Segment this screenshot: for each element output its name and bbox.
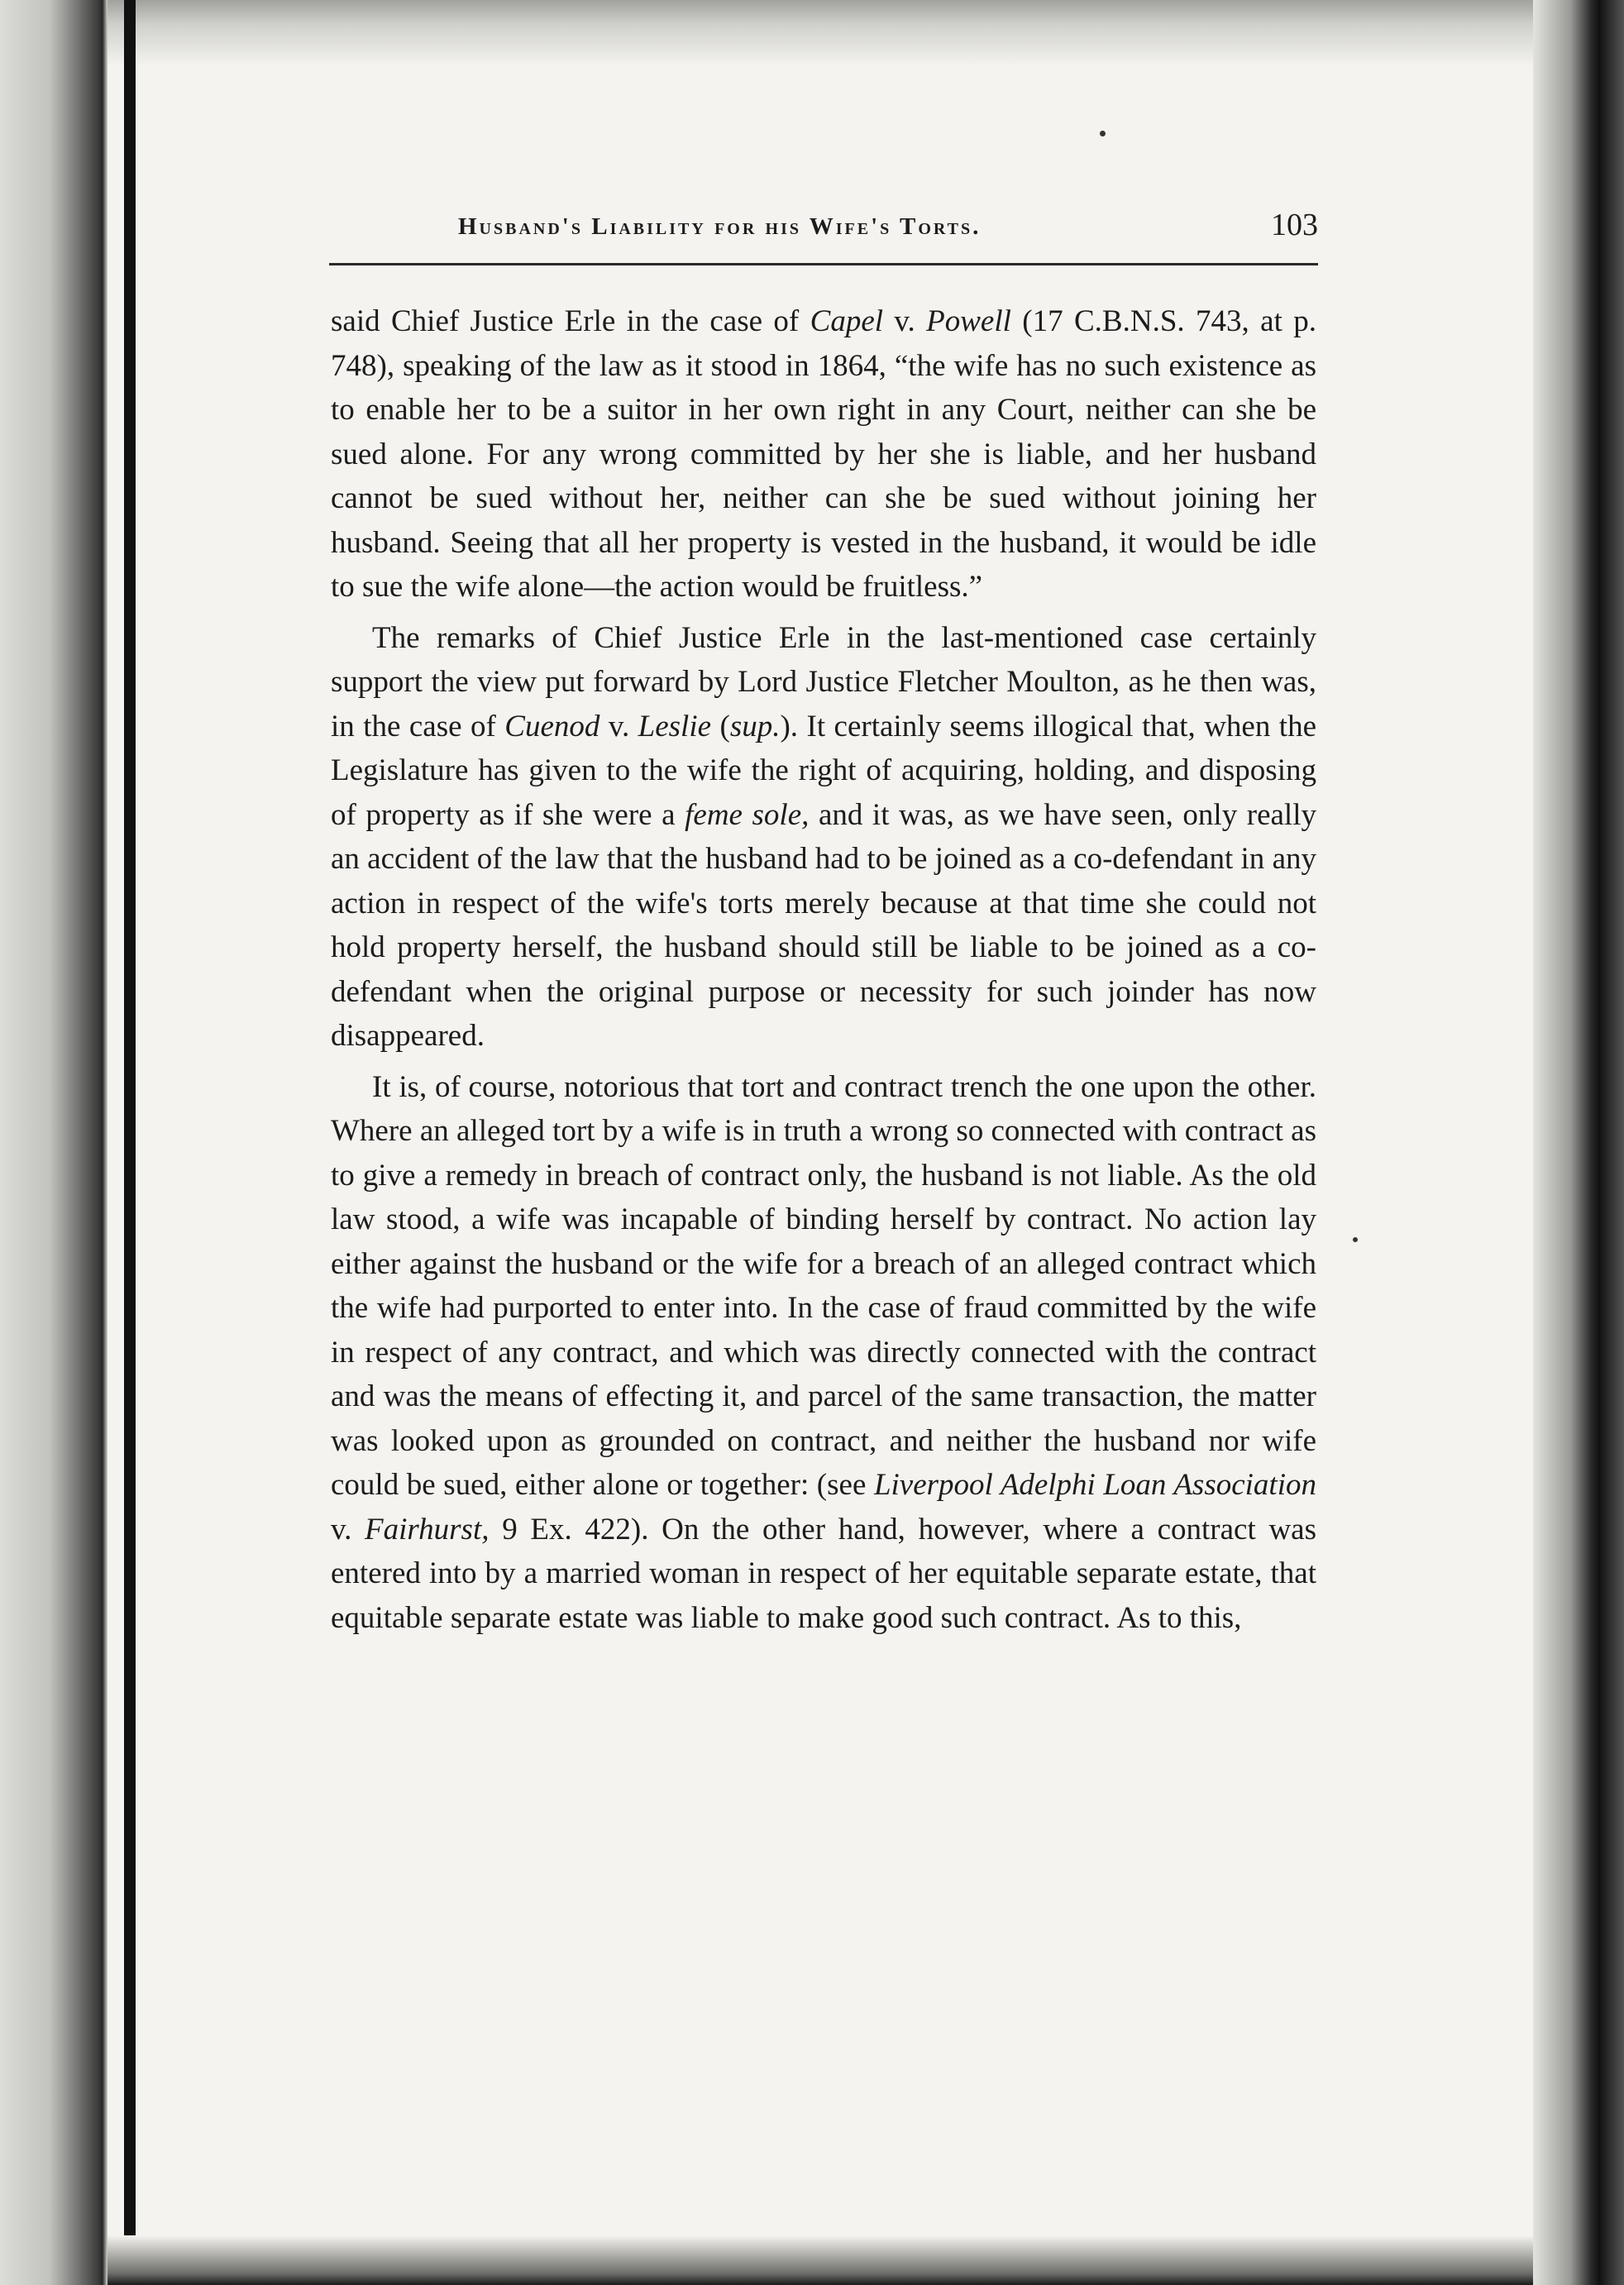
italic-run: Leslie xyxy=(638,709,712,743)
italic-run: sup. xyxy=(729,709,781,743)
text-run: ). It certainly seems illogical that, when the Legislature has given to the wife the right of acquiring, holding, and disposing of property as if she were a xyxy=(331,709,1316,832)
paragraph-3 xyxy=(331,1065,1316,1641)
italic-run: feme sole, xyxy=(685,797,810,832)
italic-run: Capel xyxy=(810,304,884,338)
margin-mark xyxy=(1353,1237,1358,1242)
text-run: v. xyxy=(883,304,927,338)
text-run: The remarks of Chief Justice Erle in the last-mentioned case certainly support the view put forward by Lord Justice Fletcher Moulton, as he then was, in the case of xyxy=(331,620,1316,743)
text-run: said Chief Justice Erle in the case of xyxy=(331,304,810,338)
scan-binding-shadow xyxy=(124,0,136,2285)
text-run: v. xyxy=(599,709,638,743)
running-title: Husband's Liability for his Wife's Torts. xyxy=(458,213,982,240)
running-head xyxy=(329,205,1318,255)
text-run: and it was, as we have seen, only really an accident of the law that the husband had to be joined as a co-defendant in any action in respect of the wife's torts merely because at that time she could not hold property herself, the husband should still be liable to be joined as a co-defendant when the original purpose or necessity for such joinder has now disappeared. xyxy=(331,797,1316,1053)
body-text xyxy=(331,299,1316,1647)
paragraph-2 xyxy=(331,616,1316,1059)
italic-run: Cuenod xyxy=(504,709,600,743)
text-run: ( xyxy=(711,709,730,743)
scan-edge-bottom xyxy=(107,2235,1533,2285)
italic-run: Powell xyxy=(926,304,1011,338)
italic-run: Fairhurst, xyxy=(365,1512,490,1546)
scan-edge-left xyxy=(0,0,107,2285)
text-run: (17 C.B.N.S. 743, at p. 748), speaking of the law as it stood in 1864, “the wife has no such existence as to enable her to be a suitor in her own right in any Court, neither can she be sued alone. For any wrong committed by her she is liable, and her husband cannot be sued without her, neither can she be sued without joining her husband. Seeing that all her property is vested in the husband, it would be idle to sue the wife alone—the action would be fruitless.” xyxy=(331,304,1316,604)
scan-speck xyxy=(1100,131,1106,136)
text-run: 9 Ex. 422). On the other hand, however, where a contract was entered into by a married woman in respect of her equitable separate estate, that equitable separate estate was liable to make good such contract. As to this, xyxy=(331,1512,1316,1635)
text-run: It is, of course, notorious that tort and contract trench the one upon the other. Where an alleged tort by a wife is in truth a wrong so connected with contract as to give a remedy in breach of contract only, the husband is not liable. As the old law stood, a wife was incapable of binding herself by contract. No action lay either against the husband or the wife for a breach of an alleged contract which the wife had purported to enter into. In the case of fraud committed by the wife in respect of any contract, and which was directly connected with the contract and was the means of effecting it, and parcel of the same transaction, the matter was looked upon as grounded on contract, and neither the husband nor wife could be sued, either alone or together: (see xyxy=(331,1069,1316,1502)
paragraph-1 xyxy=(331,299,1316,609)
header-rule xyxy=(329,263,1318,265)
scan-edge-right xyxy=(1533,0,1624,2285)
italic-run: Liverpool Adelphi Loan Association xyxy=(873,1468,1316,1502)
scan-edge-top xyxy=(107,0,1533,66)
text-run: v. xyxy=(331,1512,365,1546)
page-number: 103 xyxy=(1271,208,1318,242)
